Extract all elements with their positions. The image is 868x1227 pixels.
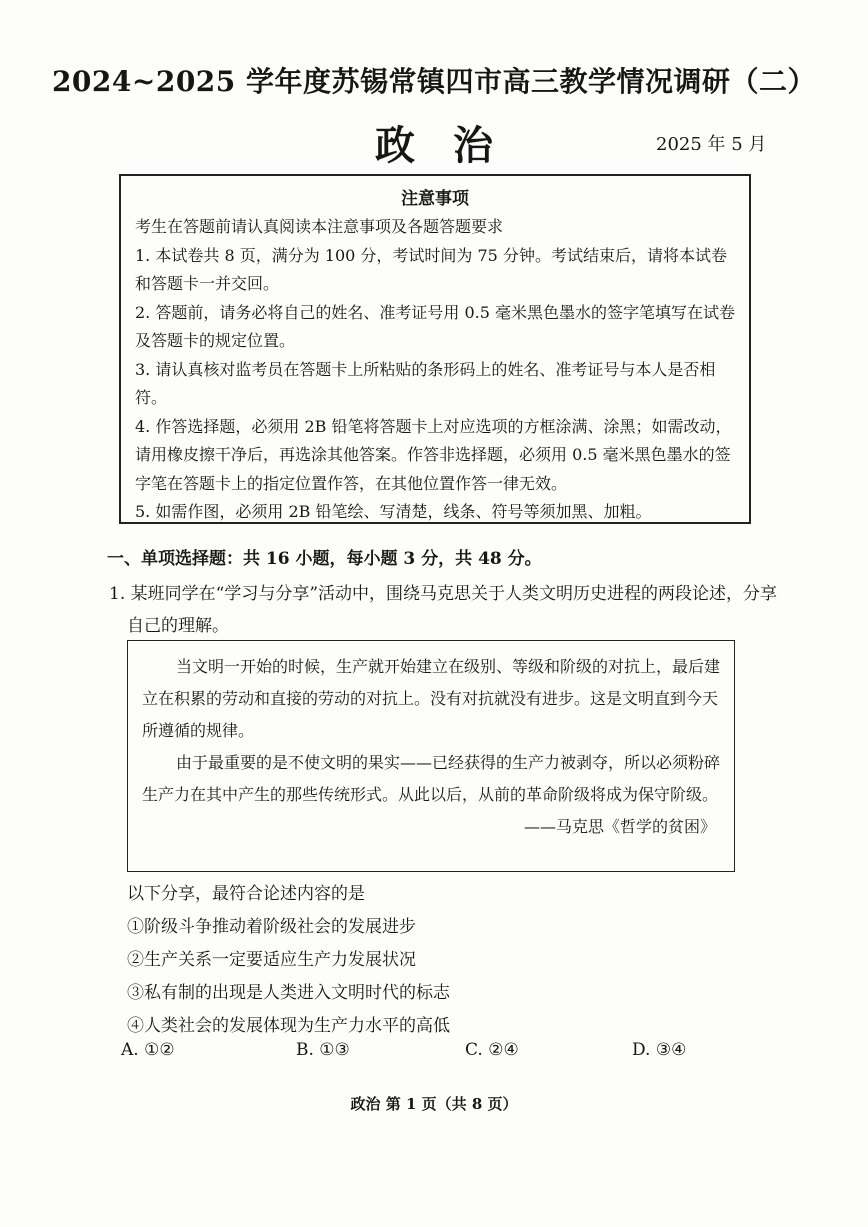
notice-item: 3. 请认真核对监考员在答题卡上所粘贴的条形码上的姓名、准考证号与本人是否相符。 [135, 359, 716, 407]
option-b: B. ①③ [296, 1040, 350, 1060]
option-c: C. ②④ [465, 1040, 519, 1060]
option-d: D. ③④ [632, 1040, 687, 1060]
notice-item: 1. 本试卷共 8 页，满分为 100 分，考试时间为 75 分钟。考试结束后，请将本试卷和答题卡一并交回。 [135, 245, 727, 293]
question-stem: 1. 某班同学在“学习与分享”活动中，围绕马克思关于人类文明历史进程的两段论述，分享自己的理解。 [109, 584, 778, 636]
notice-title: 注意事项 [401, 189, 469, 209]
section-heading: 一、单项选择题：共 16 小题，每小题 3 分，共 48 分。 [107, 549, 542, 569]
notice-item: 4. 作答选择题，必须用 2B 铅笔将答题卡上对应选项的方框涂满、涂黑；如需改动，请用橡皮擦干净后，再选涂其他答案。作答非选择题，必须用 0.5 毫米黑色墨水的签字笔在答题卡上的指定位置作答，在其他位置作答一律无效。 [135, 416, 732, 493]
notice-intro: 考生在答题前请认真阅读本注意事项及各题答题要求 [135, 217, 504, 236]
notice-box [119, 174, 751, 524]
statement-item: ③私有制的出现是人类进入文明时代的标志 [127, 983, 450, 1003]
quote-box [127, 640, 735, 872]
exam-title: 2024~2025 学年度苏锡常镇四市高三教学情况调研（二） [51, 65, 817, 98]
subject-title: 政治 [375, 122, 531, 169]
exam-date: 2025 年 5 月 [656, 134, 767, 155]
option-a: A. ①② [121, 1040, 175, 1060]
statement-item: ④人类社会的发展体现为生产力水平的高低 [127, 1016, 450, 1036]
statement-item: ②生产关系一定要适应生产力发展状况 [127, 950, 416, 970]
page-footer: 政治 第 1 页（共 8 页） [350, 1095, 518, 1113]
notice-item: 5. 如需作图，必须用 2B 铅笔绘、写清楚，线条、符号等须加黑、加粗。 [135, 502, 652, 521]
statement-item: ①阶级斗争推动着阶级社会的发展进步 [127, 917, 416, 937]
quote-paragraph: 当文明一开始的时候，生产就开始建立在级别、等级和阶级的对抗上，最后建立在积累的劳动和直接的劳动的对抗上。没有对抗就没有进步。这是文明直到今天所遵循的规律。 [142, 657, 721, 740]
question-prompt-block [127, 878, 450, 1043]
quote-source: ——马克思《哲学的贫困》 [523, 817, 716, 836]
quote-paragraph: 由于最重要的是不使文明的果实——已经获得的生产力被剥夺，所以必须粉碎生产力在其中产生的那些传统形式。从此以后，从前的革命阶级将成为保守阶级。 [142, 753, 721, 804]
question-prompt: 以下分享，最符合论述内容的是 [127, 884, 365, 904]
notice-item: 2. 答题前，请务必将自己的姓名、准考证号用 0.5 毫米黑色墨水的签字笔填写在试卷及答题卡的规定位置。 [135, 302, 735, 350]
